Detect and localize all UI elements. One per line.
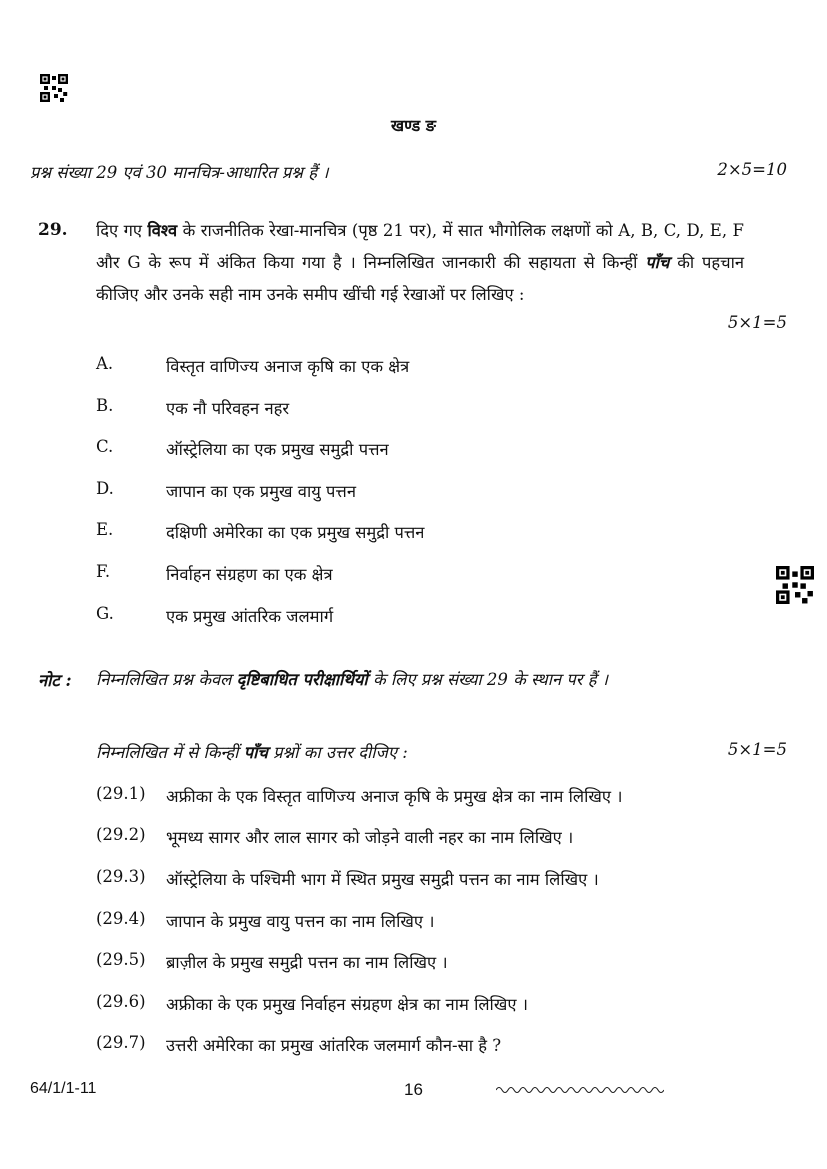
item-text: दक्षिणी अमेरिका का एक प्रमुख समुद्री पत्तन <box>166 523 425 542</box>
item-text: निर्वाहन संग्रहण का एक क्षेत्र <box>166 565 333 584</box>
qr-code-icon <box>776 566 814 604</box>
subquestion-text: ब्राज़ील के प्रमुख समुद्री पत्तन का नाम लिखिए । <box>166 953 448 972</box>
item-text: विस्तृत वाणिज्य अनाज कृषि का एक क्षेत्र <box>166 357 410 376</box>
page-number: 16 <box>404 1080 423 1099</box>
item-letter: F. <box>96 562 111 581</box>
subquestion-text: जापान के प्रमुख वायु पत्तन का नाम लिखिए । <box>166 912 435 931</box>
question-text: दिए गए विश्व के राजनीतिक रेखा-मानचित्र (पृष्ठ 21 पर), में सात भौगोलिक लक्षणों को A, B, C, D, E, F और G के रूप में अंकित किया गया है । निम्नलिखित जानकारी की सहायता से किन्हीं पाँच की पहचान कीजिए और उनके सही नाम उनके समीप खींची गई रेखाओं पर लिखिए : <box>96 221 744 304</box>
item-letter: D. <box>96 479 114 498</box>
note-marks: 5×1=5 <box>727 740 787 759</box>
subquestion-text: ऑस्ट्रेलिया के पश्चिमी भाग में स्थित प्रमुख समुद्री पत्तन का नाम लिखिए । <box>166 870 599 889</box>
item-text: जापान का एक प्रमुख वायु पत्तन <box>166 482 356 501</box>
subquestion-text: अफ्रीका के एक प्रमुख निर्वाहन संग्रहण क्षेत्र का नाम लिखिए । <box>166 995 528 1014</box>
item-text: ऑस्ट्रेलिया का एक प्रमुख समुद्री पत्तन <box>166 440 389 459</box>
intro-marks: 2×5=10 <box>717 160 787 179</box>
wavy-line-icon <box>496 1083 664 1097</box>
paper-code: 64/1/1-11 <box>30 1080 97 1097</box>
question-number: 29. <box>38 220 68 240</box>
section-title: खण्ड ङ <box>390 116 436 135</box>
item-letter: E. <box>96 520 114 539</box>
subquestion-text: भूमध्य सागर और लाल सागर को जोड़ने वाली नहर का नाम लिखिए । <box>166 828 574 847</box>
subquestion-number: (29.3) <box>96 867 146 886</box>
subquestion-text: उत्तरी अमेरिका का प्रमुख आंतरिक जलमार्ग कौन-सा है ? <box>166 1036 502 1055</box>
intro-text: प्रश्न संख्या 29 एवं 30 मानचित्र-आधारित प्रश्न हैं । <box>30 163 329 182</box>
item-letter: B. <box>96 396 114 415</box>
subquestion-number: (29.2) <box>96 825 146 844</box>
item-letter: A. <box>96 354 114 373</box>
note-label: नोट : <box>38 671 72 690</box>
note-text: निम्नलिखित प्रश्न केवल दृष्टिबाधित परीक्षार्थियों के लिए प्रश्न संख्या 29 के स्थान पर हैं । <box>96 670 608 689</box>
subquestion-number: (29.6) <box>96 992 146 1011</box>
item-text: एक प्रमुख आंतरिक जलमार्ग <box>166 607 334 626</box>
subquestion-text: अफ्रीका के एक विस्तृत वाणिज्य अनाज कृषि के प्रमुख क्षेत्र का नाम लिखिए । <box>166 787 623 806</box>
note-instruction: निम्नलिखित में से किन्हीं पाँच प्रश्नों का उत्तर दीजिए : <box>96 743 408 762</box>
subquestion-number: (29.7) <box>96 1033 146 1052</box>
subquestion-number: (29.4) <box>96 909 146 928</box>
subquestion-number: (29.1) <box>96 784 146 803</box>
item-text: एक नौ परिवहन नहर <box>166 399 290 418</box>
question-marks: 5×1=5 <box>727 313 787 332</box>
item-letter: G. <box>96 604 114 623</box>
item-letter: C. <box>96 437 114 456</box>
qr-code-icon <box>40 74 68 102</box>
subquestion-number: (29.5) <box>96 950 146 969</box>
